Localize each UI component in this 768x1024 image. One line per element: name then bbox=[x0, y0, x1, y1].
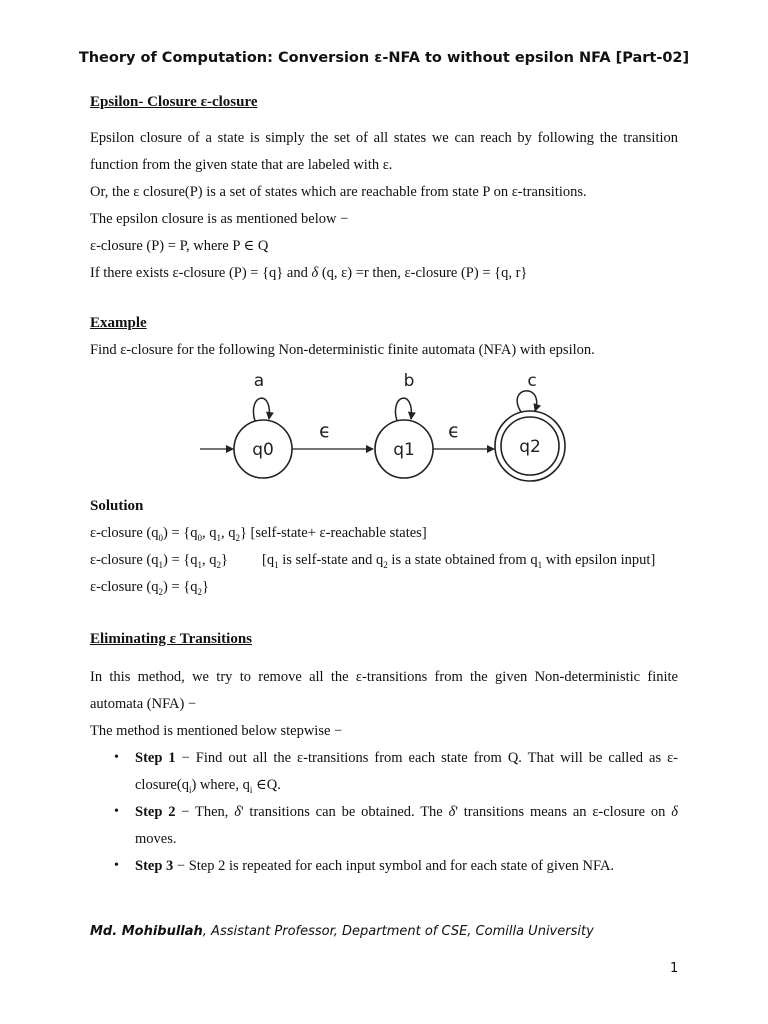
section-heading-solution: Solution bbox=[90, 498, 144, 514]
nfa-diagram bbox=[195, 366, 595, 484]
solution-line-q1: ε-closure $(q_1) = \{q_1$, $q_2$} bbox=[90, 552, 228, 570]
page-number: 1 bbox=[670, 961, 679, 976]
step-2-continued: moves. bbox=[135, 831, 177, 847]
paragraph-line: In this method, we try to remove all the ε-transitions from the given Non-deterministic finite bbox=[90, 669, 678, 685]
footer-author-line: Md. Mohibullah, Assistant Professor, Department of CSE, Comilla University bbox=[90, 924, 594, 939]
paragraph-line: function from the given state that are labeled with ε. bbox=[90, 157, 393, 173]
definition-line: ε-closure (P) = P, where P ∈ Q bbox=[90, 238, 269, 254]
loop-label-b: b bbox=[403, 371, 415, 391]
edge-label-epsilon: ϵ bbox=[448, 420, 460, 442]
state-label: q2 bbox=[519, 437, 541, 457]
state-q0 bbox=[234, 420, 292, 478]
paragraph-line: Epsilon closure of a state is simply the set of all states we can reach by following the transition bbox=[90, 130, 678, 146]
state-label: q0 bbox=[252, 440, 274, 460]
self-loop-q2 bbox=[517, 391, 536, 412]
loop-label-c: c bbox=[527, 371, 537, 391]
paragraph-line: The method is mentioned below stepwise − bbox=[90, 723, 343, 739]
solution-line-q0: ε-closure $(q_0) = \{q_0$, $q_1$, $q_2$} [self-state+ ε-reachable states] bbox=[90, 525, 427, 543]
step-2: Step 2 − Then, δ' transitions can be obtained. The δ' transitions means an ε-closure on δ bbox=[135, 804, 678, 820]
loop-label-a: a bbox=[253, 371, 265, 391]
page-title: Theory of Computation: Conversion ε-NFA to without epsilon NFA [Part-02] bbox=[78, 50, 690, 66]
state-q2-final bbox=[495, 411, 565, 481]
section-heading-eliminating: Eliminating ε Transitions bbox=[90, 631, 252, 647]
solution-line-q2: ε-closure $(q_2) = \{q_2\}$ bbox=[90, 579, 209, 597]
definition-line: If there exists ε-closure (P) = {q} and δ (q, ε) =r then, ε-closure (P) = {q, r} bbox=[90, 265, 528, 281]
section-heading-example: Example bbox=[90, 315, 147, 331]
paragraph-line: The epsilon closure is as mentioned below − bbox=[90, 211, 349, 227]
bullet: • bbox=[114, 750, 119, 765]
step-3: Step 3 − Step 2 is repeated for each input symbol and for each state of given NFA. bbox=[135, 858, 615, 874]
bullet: • bbox=[114, 858, 119, 873]
step-1: Step 1 − Find out all the ε-transitions from each state from Q. That will be called as ε- bbox=[135, 750, 678, 766]
state-label: q1 bbox=[393, 440, 415, 460]
bullet: • bbox=[114, 804, 119, 819]
step-1-continued: $closure(q_i)$ where, $q_i$ ∈Q. bbox=[135, 777, 281, 795]
paragraph-line: automata (NFA) − bbox=[90, 696, 197, 712]
self-loop-q1 bbox=[395, 398, 411, 421]
state-q1 bbox=[375, 420, 433, 478]
example-text: Find ε-closure for the following Non-deterministic finite automata (NFA) with epsilon. bbox=[90, 342, 595, 358]
paragraph-line: Or, the ε closure(P) is a set of states which are reachable from state P on ε-transitions. bbox=[90, 184, 587, 200]
self-loop-q0 bbox=[253, 398, 269, 421]
solution-note-q1: [$q_1$ is self-state and $q_2$ is a state obtained from $q_1$ with epsilon input] bbox=[262, 552, 656, 570]
section-heading-epsilon-closure: Epsilon- Closure ε-closure bbox=[90, 94, 258, 110]
edge-label-epsilon: ϵ bbox=[319, 420, 331, 442]
